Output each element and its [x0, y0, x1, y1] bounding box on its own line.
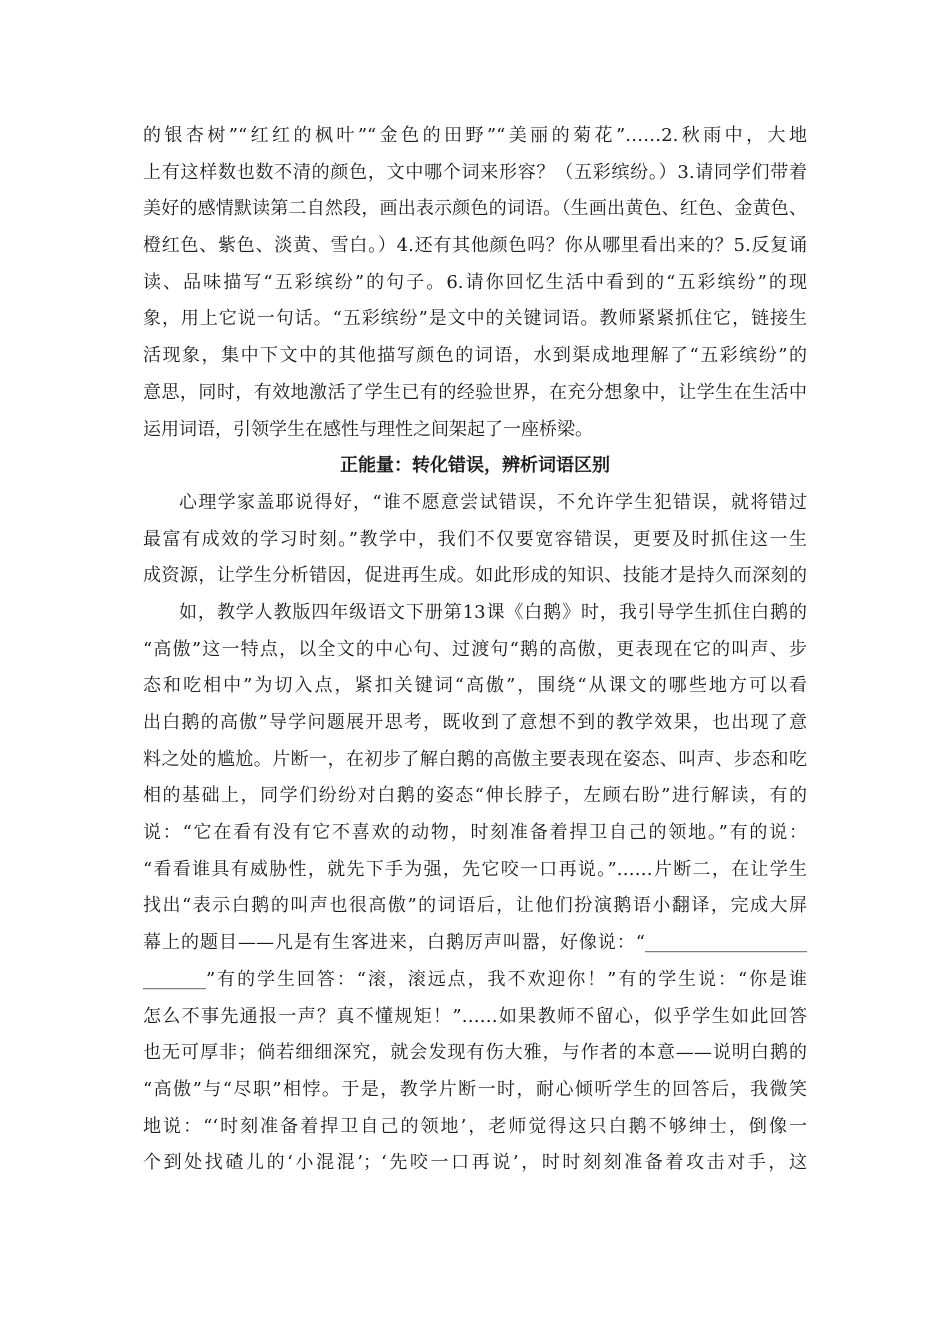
text-line: 的银杏树”“红红的枫叶”“金色的田野”“美丽的菊花”……2.秋雨中，大地	[143, 125, 807, 146]
text-line: 运用词语，引领学生在感性与理性之间架起了一座桥梁。	[143, 418, 593, 440]
text-line: 最富有成效的学习时刻。”教学中，我们不仅要宽容错误，更要及时抓住这一生	[143, 528, 807, 550]
text-line: 心理学家盖耶说得好，“谁不愿意尝试错误，不允许学生犯错误，就将错过	[179, 491, 807, 513]
paragraph-psychologist	[143, 485, 807, 595]
text-line: 意思，同时，有效地激活了学生已有的经验世界，在充分想象中，让学生在生活中	[143, 381, 807, 403]
text-line: 美好的感情默读第二自然段，画出表示颜色的词语。（生画出黄色、红色、金黄色、	[143, 198, 807, 220]
text-line: 怎么不事先通报一声？真不懂规矩！”……如果教师不留心，似乎学生如此回答	[143, 1005, 807, 1027]
text-line: _______”有的学生回答：“滚，滚远点，我不欢迎你！”有的学生说：“你是谁	[143, 968, 807, 990]
paragraph-white-goose	[143, 595, 807, 1182]
text-line: “高傲”这一特点，以全文的中心句、过渡句“鹅的高傲，更表现在它的叫声、步	[143, 638, 807, 660]
text-line: 料之处的尴尬。片断一，在初步了解白鹅的高傲主要表现在姿态、叫声、步态和吃	[143, 748, 807, 770]
text-line: 相的基础上，同学们纷纷对白鹅的姿态“伸长脖子，左顾右盼”进行解读，有的	[143, 785, 807, 807]
document-page	[143, 118, 807, 1182]
text-line: 象，用上它说一句话。“五彩缤纷”是文中的关键词语。教师紧紧抓住它，链接生	[143, 308, 807, 330]
text-line: 出白鹅的高傲”导学问题展开思考，既收到了意想不到的教学效果，也出现了意	[143, 712, 807, 733]
text-line: 上有这样数也数不清的颜色，文中哪个词来形容？（五彩缤纷。）3.请同学们带着	[143, 161, 807, 183]
text-line: 活现象，集中下文中的其他描写颜色的词语，水到渠成地理解了“五彩缤纷”的	[143, 345, 807, 367]
text-line: 个到处找碴儿的‘小混混’；‘先咬一口再说’，时时刻刻准备着攻击对手，这	[143, 1152, 807, 1174]
text-line: “高傲”与“尽职”相悖。于是，教学片断一时，耐心倾听学生的回答后，我微笑	[143, 1078, 807, 1100]
text-line: 成资源，让学生分析错因，促进再生成。如此形成的知识、技能才是持久而深刻的	[143, 565, 807, 587]
text-line: 读、品味描写“五彩缤纷”的句子。6.请你回忆生活中看到的“五彩缤纷”的现	[143, 271, 807, 293]
text-line: “看看谁具有威胁性，就先下手为强，先它咬一口再说。”……片断二，在让学生	[143, 858, 807, 880]
text-line: 找出“表示白鹅的叫声也很高傲”的词语后，让他们扮演鹅语小翻译，完成大屏	[143, 895, 807, 917]
text-line: 地说：“‘时刻准备着捍卫自己的领地’，老师觉得这只白鹅不够绅士，倒像一	[143, 1115, 807, 1137]
text-line: 也无可厚非；倘若细细深究，就会发现有伤大雅，与作者的本意——说明白鹅的	[143, 1042, 807, 1064]
text-line: 橙红色、紫色、淡黄、雪白。）4.还有其他颜色吗？你从哪里看出来的？5.反复诵	[143, 235, 807, 257]
section-heading: 正能量：转化错误，辨析词语区别	[340, 455, 610, 477]
text-line: 如，教学人教版四年级语文下册第13课《白鹅》时，我引导学生抓住白鹅的	[179, 601, 807, 623]
paragraph-colors	[143, 118, 807, 448]
text-line: 态和吃相中”为切入点，紧扣关键词“高傲”，围绕“从课文的哪些地方可以看	[143, 675, 807, 697]
text-line: 幕上的题目——凡是有生客进来，白鹅厉声叫嚣，好像说：“__________________	[143, 932, 807, 954]
text-line: 说：“它在看有没有它不喜欢的动物，时刻准备着捍卫自己的领地。”有的说：	[143, 822, 807, 844]
